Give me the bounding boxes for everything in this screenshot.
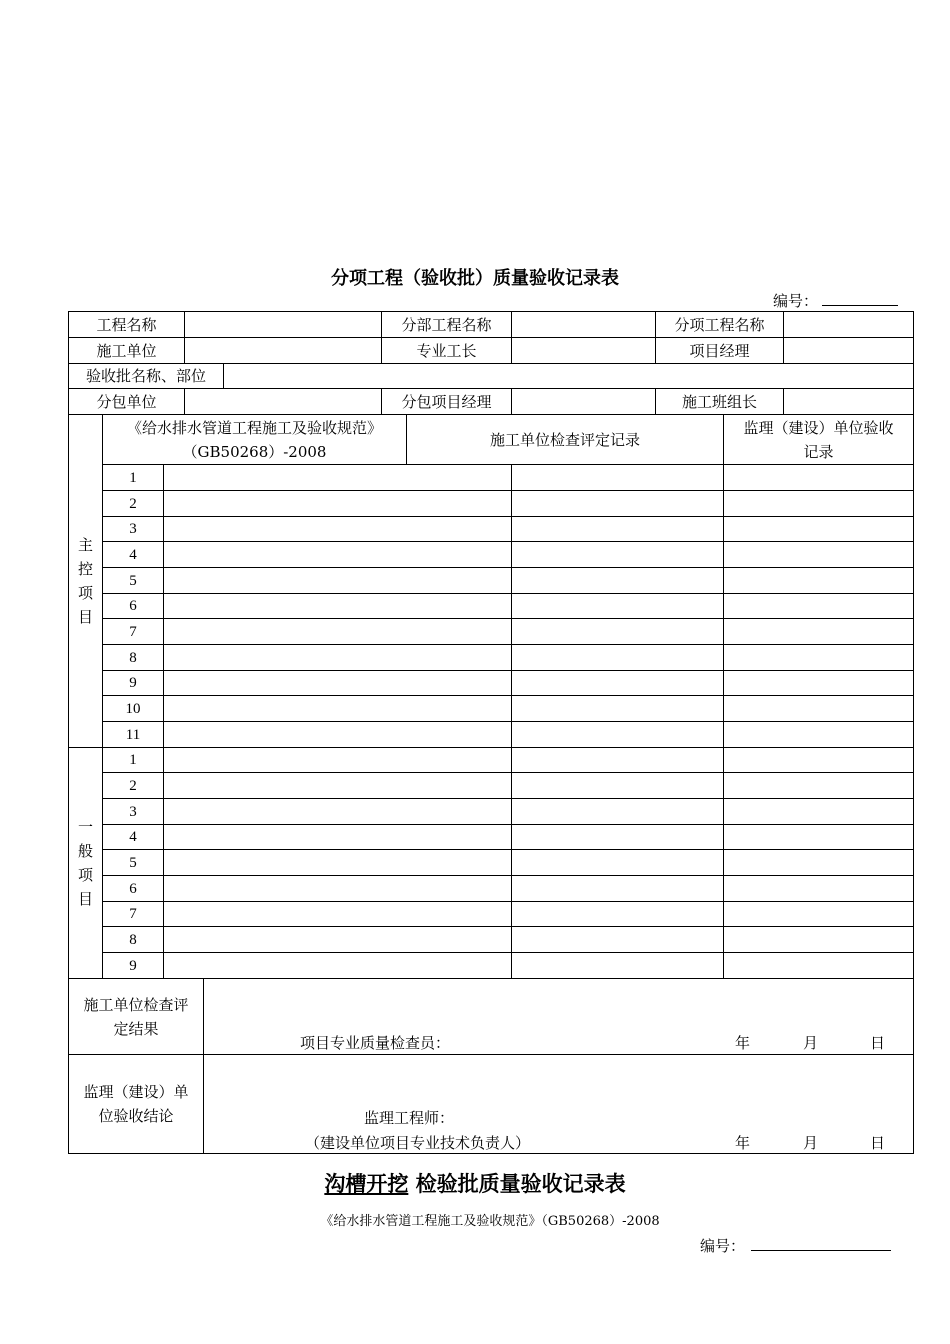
subcontract-unit-label: 分包单位	[96, 392, 157, 411]
project-manager-label: 项目经理	[689, 341, 750, 360]
main-row-number: 4	[129, 546, 137, 563]
result-month-label: 月	[803, 1034, 819, 1052]
batch-name-location-field[interactable]	[224, 364, 913, 388]
supervision-header-line2: 记录	[803, 442, 834, 461]
supervision-header	[724, 415, 913, 464]
general-row-number: 4	[129, 829, 137, 845]
construction-unit-field[interactable]	[185, 338, 381, 363]
batch-name-location-label: 验收批名称、部位	[85, 367, 206, 385]
construction-unit-label: 施工单位	[96, 341, 157, 360]
general-items-label: 一 般 项 目	[77, 818, 93, 908]
check-result-label: 施工单位检查评 定结果	[83, 995, 189, 1038]
subcontract-manager-label: 分包项目经理	[401, 392, 492, 411]
specialty-foreman-label: 专业工长	[416, 341, 477, 360]
team-leader-field[interactable]	[784, 389, 913, 414]
spec-column-header	[103, 415, 406, 464]
project-name-field[interactable]	[185, 312, 381, 337]
general-row-number: 6	[129, 880, 137, 897]
spec-title: 《给水排水管道工程施工及验收规范》	[126, 418, 382, 437]
record-code-label: 编号：	[773, 292, 819, 310]
general-row-number: 7	[129, 906, 137, 922]
record-code-field	[773, 290, 898, 311]
general-row-number: 2	[129, 777, 137, 794]
construction-check-header: 施工单位检查评定记录	[489, 430, 640, 449]
general-row-number: 3	[129, 803, 137, 820]
main-row-number: 1	[129, 469, 137, 486]
specialty-foreman-field[interactable]	[512, 338, 655, 363]
conclusion-month-label: 月	[803, 1134, 819, 1152]
form-title: 分项工程（验收批）质量验收记录表	[331, 268, 619, 289]
conclusion-day-label: 日	[870, 1134, 886, 1152]
result-year-label: 年	[735, 1034, 751, 1052]
subcontract-manager-field[interactable]	[512, 389, 655, 414]
supervision-conclusion-label: 监理（建设）单 位验收结论	[83, 1083, 189, 1125]
item-project-name-label: 分项工程名称	[674, 315, 765, 334]
record-code-blank[interactable]	[822, 290, 898, 306]
quality-inspector-label: 项目专业质量检查员：	[300, 1034, 451, 1052]
main-row-number: 11	[125, 726, 141, 743]
main-row-number: 8	[129, 649, 137, 666]
batch-record-title: 检验批质量验收记录表	[415, 1171, 626, 1196]
main-row-number: 7	[129, 623, 137, 640]
team-leader-label: 施工班组长	[681, 392, 757, 411]
main-control-label: 主 控 项 目	[77, 536, 93, 626]
main-row-number: 9	[129, 675, 137, 691]
result-day-label: 日	[870, 1034, 886, 1052]
general-row-number: 5	[129, 854, 137, 871]
trench-excavation-item: 沟槽开挖	[324, 1171, 409, 1196]
spec-subtitle: 《给水排水管道工程施工及验收规范》（GB50268）-2008	[320, 1214, 660, 1229]
main-row-number: 3	[129, 521, 137, 537]
project-manager-field[interactable]	[784, 338, 913, 363]
main-row-number: 5	[129, 572, 137, 589]
sub-project-name-field[interactable]	[512, 312, 655, 337]
owner-tech-lead-label: （建设单位项目专业技术负责人）	[305, 1134, 531, 1152]
supervision-header-line1: 监理（建设）单位验收	[743, 418, 894, 437]
supervision-engineer-label: 监理工程师：	[364, 1109, 455, 1127]
trench-excavation-title	[0, 1168, 950, 1198]
main-row-number: 2	[129, 495, 137, 512]
general-row-number: 1	[129, 752, 137, 768]
record-code-label-2: 编号：	[700, 1237, 746, 1255]
main-row-number: 6	[129, 598, 137, 614]
record-code-blank-2[interactable]	[751, 1234, 891, 1251]
record-code-field-2	[700, 1234, 891, 1256]
general-row-number: 9	[129, 957, 137, 974]
spec-code: （GB50268）-2008	[182, 442, 327, 461]
project-name-label: 工程名称	[96, 315, 157, 334]
sub-project-name-label: 分部工程名称	[401, 315, 492, 334]
general-row-number: 8	[129, 931, 137, 948]
conclusion-year-label: 年	[735, 1134, 751, 1152]
item-project-name-field[interactable]	[784, 312, 913, 337]
subcontract-unit-field[interactable]	[185, 389, 381, 414]
main-row-number: 10	[125, 700, 141, 717]
